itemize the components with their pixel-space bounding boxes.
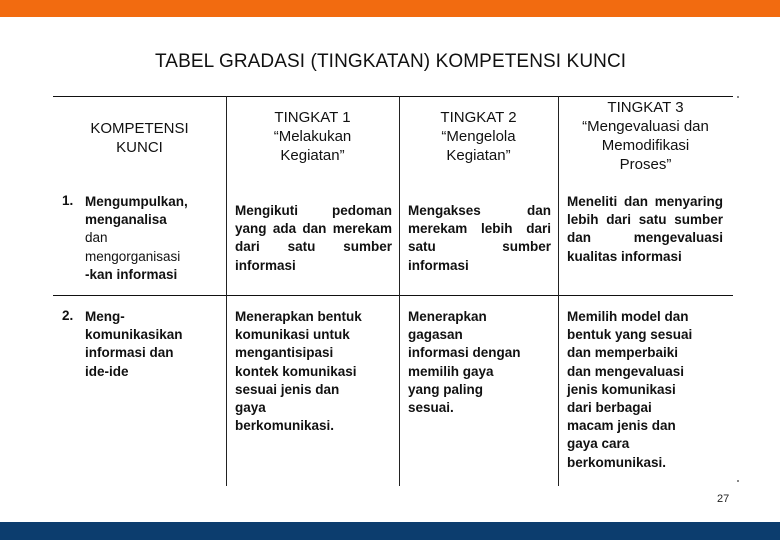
competency-communicate: Meng- komunikasikan informasi dan ide-ide — [85, 309, 183, 379]
row-number: 2. — [62, 308, 74, 323]
competency-table — [53, 96, 733, 486]
competency-gather-info: Mengumpulkan, menganalisa dan mengorganisasi -kan informasi — [85, 194, 188, 282]
level2-communicate: Menerapkan gagasan informasi dengan memilih gaya yang paling sesuai. — [408, 309, 521, 416]
header-level-1: TINGKAT 1 “Melakukan Kegiatan” — [273, 109, 352, 164]
header-level-2: TINGKAT 2 “Mengelola Kegiatan” — [440, 109, 517, 164]
header-competency: KOMPETENSI KUNCI — [90, 120, 189, 156]
level2-gather-info: Mengakses dan merekam lebih dari satu sumber informasi — [408, 203, 551, 273]
level3-communicate: Memilih model dan bentuk yang sesuai dan memperbaiki dan mengevaluasi jenis komunikasi dari berbagai macam jenis dan gaya cara berkomunikasi. — [567, 309, 693, 470]
level1-communicate: Menerapkan bentuk komunikasi untuk mengantisipasi kontek komunikasi sesuai jenis dan gaya berkomunikasi. — [235, 309, 362, 434]
row-number: 1. — [62, 193, 74, 208]
edge-dot — [737, 480, 739, 482]
table-top-border — [53, 96, 733, 97]
slide-title: TABEL GRADASI (TINGKATAN) KOMPETENSI KUNCI — [155, 51, 627, 72]
level1-gather-info: Mengikuti pedoman yang ada dan merekam dari satu sumber informasi — [235, 203, 392, 273]
header-level-3: TINGKAT 3 “Mengevaluasi dan Memodifikasi Proses” — [582, 99, 709, 173]
bottom-accent-bar — [0, 522, 780, 540]
row-divider — [53, 295, 733, 296]
page-number: 27 — [717, 493, 730, 505]
level3-gather-info: Meneliti dan menyaring lebih dari satu sumber dan mengevaluasi kualitas informasi — [567, 194, 723, 264]
edge-dot — [737, 96, 739, 98]
top-accent-bar — [0, 0, 780, 17]
